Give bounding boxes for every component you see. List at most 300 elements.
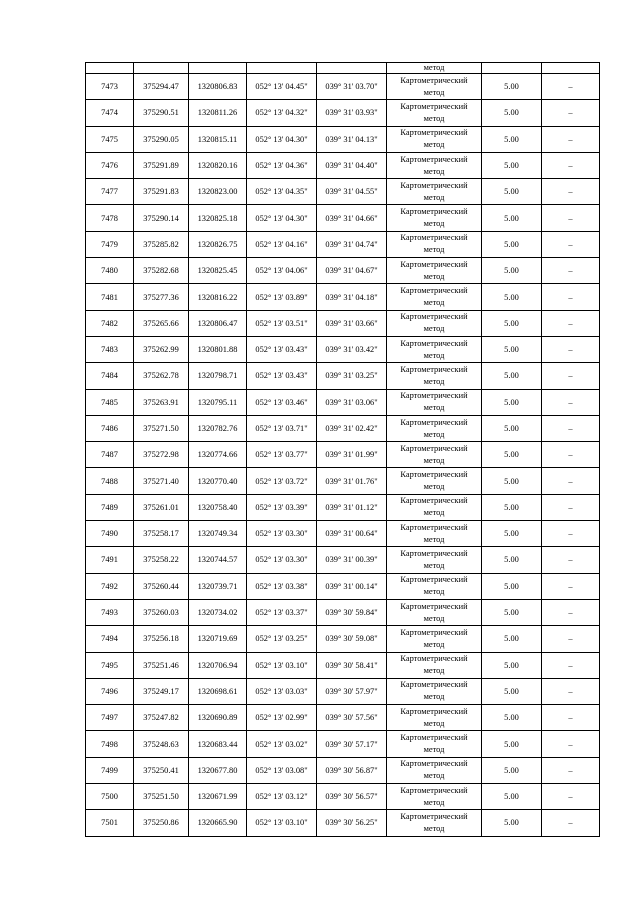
note-cell: –: [542, 494, 600, 520]
x-coordinate-cell: 375285.82: [134, 231, 189, 257]
coordinates-table-body: [86, 63, 600, 837]
table-row: [86, 205, 600, 231]
precision-cell: 5.00: [482, 126, 542, 152]
x-coordinate-cell: 375258.17: [134, 521, 189, 547]
latitude-cell: 052° 13' 03.77": [247, 442, 317, 468]
method-line-1: Картометрический: [400, 259, 468, 269]
note-cell: –: [542, 573, 600, 599]
x-coordinate-cell: 375258.22: [134, 547, 189, 573]
latitude-cell: 052° 13' 04.16": [247, 231, 317, 257]
note-cell: –: [542, 126, 600, 152]
x-coordinate-cell: 375260.44: [134, 573, 189, 599]
latitude-cell: 052° 13' 03.03": [247, 678, 317, 704]
note-cell: –: [542, 152, 600, 178]
longitude-cell: 039° 31' 04.55": [317, 179, 387, 205]
point-number-cell: 7498: [86, 731, 134, 757]
y-coordinate-cell: 1320734.02: [189, 599, 247, 625]
y-coordinate-cell: 1320719.69: [189, 626, 247, 652]
point-number-cell: 7492: [86, 573, 134, 599]
method-line-1: Картометрический: [400, 207, 468, 217]
point-number-cell: 7489: [86, 494, 134, 520]
precision-cell: 5.00: [482, 442, 542, 468]
longitude-cell: 039° 31' 03.06": [317, 389, 387, 415]
continuation-cell: [247, 63, 317, 74]
continuation-cell: [317, 63, 387, 74]
y-coordinate-cell: 1320815.11: [189, 126, 247, 152]
y-coordinate-cell: 1320671.99: [189, 784, 247, 810]
method-line-2: метод: [423, 140, 445, 150]
x-coordinate-cell: 375290.14: [134, 205, 189, 231]
table-row: [86, 599, 600, 625]
longitude-cell: 039° 31' 04.66": [317, 205, 387, 231]
latitude-cell: 052° 13' 04.35": [247, 179, 317, 205]
longitude-cell: 039° 31' 01.99": [317, 442, 387, 468]
x-coordinate-cell: 375251.50: [134, 784, 189, 810]
precision-cell: 5.00: [482, 494, 542, 520]
point-number-cell: 7488: [86, 468, 134, 494]
table-row: [86, 336, 600, 362]
method-line-2: метод: [423, 455, 445, 465]
latitude-cell: 052° 13' 04.06": [247, 258, 317, 284]
method-cell: [387, 415, 482, 441]
method-line-1: Картометрический: [400, 785, 468, 795]
y-coordinate-cell: 1320774.66: [189, 442, 247, 468]
precision-cell: 5.00: [482, 810, 542, 836]
method-line-2: метод: [423, 324, 445, 334]
table-row: [86, 468, 600, 494]
method-cell: [387, 468, 482, 494]
longitude-cell: 039° 31' 01.76": [317, 468, 387, 494]
longitude-cell: 039° 31' 02.42": [317, 415, 387, 441]
continuation-cell: [86, 63, 134, 74]
method-line-2: метод: [423, 245, 445, 255]
y-coordinate-cell: 1320798.71: [189, 363, 247, 389]
y-coordinate-cell: 1320706.94: [189, 652, 247, 678]
note-cell: –: [542, 284, 600, 310]
longitude-cell: 039° 31' 03.42": [317, 336, 387, 362]
table-row: [86, 731, 600, 757]
method-line-1: Картометрический: [400, 575, 468, 585]
latitude-cell: 052° 13' 03.12": [247, 784, 317, 810]
point-number-cell: 7483: [86, 336, 134, 362]
x-coordinate-cell: 375291.83: [134, 179, 189, 205]
method-line-1: Картометрический: [400, 75, 468, 85]
latitude-cell: 052° 13' 03.25": [247, 626, 317, 652]
x-coordinate-cell: 375291.89: [134, 152, 189, 178]
precision-cell: 5.00: [482, 310, 542, 336]
x-coordinate-cell: 375277.36: [134, 284, 189, 310]
method-cell: [387, 284, 482, 310]
longitude-cell: 039° 30' 56.25": [317, 810, 387, 836]
point-number-cell: 7497: [86, 705, 134, 731]
table-row: [86, 442, 600, 468]
note-cell: –: [542, 468, 600, 494]
note-cell: –: [542, 74, 600, 100]
precision-cell: 5.00: [482, 389, 542, 415]
y-coordinate-cell: 1320665.90: [189, 810, 247, 836]
precision-cell: 5.00: [482, 205, 542, 231]
note-cell: –: [542, 336, 600, 362]
method-line-2: метод: [423, 376, 445, 386]
note-cell: –: [542, 626, 600, 652]
longitude-cell: 039° 31' 03.66": [317, 310, 387, 336]
x-coordinate-cell: 375282.68: [134, 258, 189, 284]
note-cell: –: [542, 652, 600, 678]
point-number-cell: 7473: [86, 74, 134, 100]
point-number-cell: 7484: [86, 363, 134, 389]
table-row: [86, 705, 600, 731]
table-row: [86, 231, 600, 257]
method-line-2: метод: [423, 560, 445, 570]
point-number-cell: 7480: [86, 258, 134, 284]
y-coordinate-cell: 1320683.44: [189, 731, 247, 757]
method-line-2: метод: [423, 666, 445, 676]
method-line-1: Картометрический: [400, 496, 468, 506]
point-number-cell: 7494: [86, 626, 134, 652]
method-cell: [387, 74, 482, 100]
method-cell: [387, 363, 482, 389]
point-number-cell: 7486: [86, 415, 134, 441]
point-number-cell: 7493: [86, 599, 134, 625]
x-coordinate-cell: 375249.17: [134, 678, 189, 704]
note-cell: –: [542, 757, 600, 783]
precision-cell: 5.00: [482, 757, 542, 783]
method-line-1: Картометрический: [400, 759, 468, 769]
x-coordinate-cell: 375262.99: [134, 336, 189, 362]
method-line-2: метод: [423, 534, 445, 544]
method-line-2: метод: [423, 429, 445, 439]
table-row: [86, 415, 600, 441]
y-coordinate-cell: 1320749.34: [189, 521, 247, 547]
precision-cell: 5.00: [482, 652, 542, 678]
point-number-cell: 7491: [86, 547, 134, 573]
x-coordinate-cell: 375263.91: [134, 389, 189, 415]
precision-cell: 5.00: [482, 547, 542, 573]
method-line-1: Картометрический: [400, 101, 468, 111]
continuation-cell: [542, 63, 600, 74]
y-coordinate-cell: 1320820.16: [189, 152, 247, 178]
precision-cell: 5.00: [482, 784, 542, 810]
y-coordinate-cell: 1320826.75: [189, 231, 247, 257]
latitude-cell: 052° 13' 04.30": [247, 205, 317, 231]
longitude-cell: 039° 31' 00.39": [317, 547, 387, 573]
method-line-1: Картометрический: [400, 654, 468, 664]
note-cell: –: [542, 442, 600, 468]
method-cell: [387, 179, 482, 205]
method-cell: [387, 705, 482, 731]
latitude-cell: 052° 13' 04.36": [247, 152, 317, 178]
y-coordinate-cell: 1320811.26: [189, 100, 247, 126]
latitude-cell: 052° 13' 04.30": [247, 126, 317, 152]
latitude-cell: 052° 13' 04.45": [247, 74, 317, 100]
table-row: [86, 389, 600, 415]
x-coordinate-cell: 375271.40: [134, 468, 189, 494]
table-row: [86, 100, 600, 126]
method-line-2: метод: [423, 298, 445, 308]
x-coordinate-cell: 375290.05: [134, 126, 189, 152]
note-cell: –: [542, 231, 600, 257]
method-line-1: Картометрический: [400, 443, 468, 453]
table-row: [86, 310, 600, 336]
latitude-cell: 052° 13' 03.39": [247, 494, 317, 520]
y-coordinate-cell: 1320816.22: [189, 284, 247, 310]
method-line-2: метод: [423, 587, 445, 597]
method-line-1: Картометрический: [400, 601, 468, 611]
table-row: [86, 494, 600, 520]
longitude-cell: 039° 30' 56.57": [317, 784, 387, 810]
x-coordinate-cell: 375247.82: [134, 705, 189, 731]
table-row: [86, 521, 600, 547]
method-line-2: метод: [423, 166, 445, 176]
longitude-cell: 039° 31' 04.13": [317, 126, 387, 152]
method-cell: [387, 100, 482, 126]
method-line-2: метод: [423, 403, 445, 413]
method-cell: [387, 810, 482, 836]
precision-cell: 5.00: [482, 705, 542, 731]
precision-cell: 5.00: [482, 179, 542, 205]
point-number-cell: 7474: [86, 100, 134, 126]
method-cell: [387, 442, 482, 468]
method-cell: [387, 205, 482, 231]
method-cell: [387, 784, 482, 810]
precision-cell: 5.00: [482, 74, 542, 100]
table-row: [86, 179, 600, 205]
table-row: [86, 152, 600, 178]
longitude-cell: 039° 31' 04.74": [317, 231, 387, 257]
note-cell: –: [542, 100, 600, 126]
method-line-1: Картометрический: [400, 180, 468, 190]
method-cell: [387, 731, 482, 757]
x-coordinate-cell: 375261.01: [134, 494, 189, 520]
precision-cell: 5.00: [482, 599, 542, 625]
method-line-2: метод: [423, 718, 445, 728]
precision-cell: 5.00: [482, 626, 542, 652]
note-cell: –: [542, 547, 600, 573]
continuation-row: [86, 63, 600, 74]
longitude-cell: 039° 31' 04.67": [317, 258, 387, 284]
longitude-cell: 039° 30' 57.56": [317, 705, 387, 731]
longitude-cell: 039° 30' 57.97": [317, 678, 387, 704]
method-line-1: Картометрический: [400, 286, 468, 296]
latitude-cell: 052° 13' 03.43": [247, 363, 317, 389]
x-coordinate-cell: 375260.03: [134, 599, 189, 625]
method-cell: [387, 757, 482, 783]
x-coordinate-cell: 375265.66: [134, 310, 189, 336]
method-cell: [387, 126, 482, 152]
latitude-cell: 052° 13' 03.10": [247, 652, 317, 678]
note-cell: –: [542, 599, 600, 625]
method-line-1: Картометрический: [400, 391, 468, 401]
longitude-cell: 039° 30' 59.84": [317, 599, 387, 625]
precision-cell: 5.00: [482, 284, 542, 310]
method-line-1: Картометрический: [400, 733, 468, 743]
table-row: [86, 284, 600, 310]
latitude-cell: 052° 13' 03.10": [247, 810, 317, 836]
point-number-cell: 7496: [86, 678, 134, 704]
method-line-2: метод: [423, 271, 445, 281]
x-coordinate-cell: 375290.51: [134, 100, 189, 126]
method-line-2: метод: [423, 113, 445, 123]
method-cell: [387, 599, 482, 625]
note-cell: –: [542, 363, 600, 389]
method-cell: [387, 626, 482, 652]
x-coordinate-cell: 375271.50: [134, 415, 189, 441]
point-number-cell: 7476: [86, 152, 134, 178]
y-coordinate-cell: 1320806.47: [189, 310, 247, 336]
precision-cell: 5.00: [482, 258, 542, 284]
method-line-1: Картометрический: [400, 128, 468, 138]
point-number-cell: 7495: [86, 652, 134, 678]
table-row: [86, 258, 600, 284]
y-coordinate-cell: 1320677.80: [189, 757, 247, 783]
note-cell: –: [542, 731, 600, 757]
precision-cell: 5.00: [482, 152, 542, 178]
note-cell: –: [542, 810, 600, 836]
method-line-1: Картометрический: [400, 312, 468, 322]
y-coordinate-cell: 1320690.89: [189, 705, 247, 731]
longitude-cell: 039° 30' 58.41": [317, 652, 387, 678]
table-row: [86, 757, 600, 783]
method-line-2: метод: [423, 692, 445, 702]
method-line-2: метод: [423, 613, 445, 623]
point-number-cell: 7477: [86, 179, 134, 205]
method-cell: [387, 336, 482, 362]
point-number-cell: 7501: [86, 810, 134, 836]
y-coordinate-cell: 1320795.11: [189, 389, 247, 415]
precision-cell: 5.00: [482, 573, 542, 599]
x-coordinate-cell: 375262.78: [134, 363, 189, 389]
note-cell: –: [542, 310, 600, 336]
latitude-cell: 052° 13' 03.30": [247, 547, 317, 573]
method-cell: [387, 678, 482, 704]
method-line-2: метод: [423, 745, 445, 755]
y-coordinate-cell: 1320825.18: [189, 205, 247, 231]
precision-cell: 5.00: [482, 100, 542, 126]
longitude-cell: 039° 31' 01.12": [317, 494, 387, 520]
x-coordinate-cell: 375250.41: [134, 757, 189, 783]
continuation-cell: [134, 63, 189, 74]
method-line-1: Картометрический: [400, 548, 468, 558]
method-line-1: Картометрический: [400, 627, 468, 637]
note-cell: –: [542, 784, 600, 810]
note-cell: –: [542, 521, 600, 547]
method-line-1: Картометрический: [400, 811, 468, 821]
table-row: [86, 626, 600, 652]
continuation-cell: [189, 63, 247, 74]
y-coordinate-cell: 1320782.76: [189, 415, 247, 441]
latitude-cell: 052° 13' 03.43": [247, 336, 317, 362]
latitude-cell: 052° 13' 03.30": [247, 521, 317, 547]
longitude-cell: 039° 31' 04.40": [317, 152, 387, 178]
point-number-cell: 7475: [86, 126, 134, 152]
x-coordinate-cell: 375250.86: [134, 810, 189, 836]
table-row: [86, 547, 600, 573]
x-coordinate-cell: 375294.47: [134, 74, 189, 100]
y-coordinate-cell: 1320758.40: [189, 494, 247, 520]
method-line-1: Картометрический: [400, 364, 468, 374]
precision-cell: 5.00: [482, 415, 542, 441]
precision-cell: 5.00: [482, 363, 542, 389]
table-row: [86, 74, 600, 100]
method-line-1: Картометрический: [400, 154, 468, 164]
method-line-2: метод: [423, 219, 445, 229]
latitude-cell: 052° 13' 03.02": [247, 731, 317, 757]
method-line-1: Картометрический: [400, 338, 468, 348]
note-cell: –: [542, 705, 600, 731]
y-coordinate-cell: 1320698.61: [189, 678, 247, 704]
point-number-cell: 7478: [86, 205, 134, 231]
latitude-cell: 052° 13' 03.46": [247, 389, 317, 415]
point-number-cell: 7499: [86, 757, 134, 783]
method-line-2: метод: [423, 797, 445, 807]
precision-cell: 5.00: [482, 336, 542, 362]
longitude-cell: 039° 31' 00.64": [317, 521, 387, 547]
note-cell: –: [542, 678, 600, 704]
method-line-1: Картометрический: [400, 706, 468, 716]
coordinates-table: [85, 62, 600, 837]
table-row: [86, 652, 600, 678]
method-cell: [387, 389, 482, 415]
method-cell: [387, 258, 482, 284]
x-coordinate-cell: 375248.63: [134, 731, 189, 757]
y-coordinate-cell: 1320825.45: [189, 258, 247, 284]
precision-cell: 5.00: [482, 521, 542, 547]
method-line-2: метод: [423, 350, 445, 360]
method-line-2: метод: [423, 823, 445, 833]
method-cell: [387, 547, 482, 573]
table-row: [86, 678, 600, 704]
table-row: [86, 126, 600, 152]
method-line-1: Картометрический: [400, 233, 468, 243]
point-number-cell: 7485: [86, 389, 134, 415]
table-row: [86, 573, 600, 599]
y-coordinate-cell: 1320801.88: [189, 336, 247, 362]
y-coordinate-cell: 1320806.83: [189, 74, 247, 100]
method-line-2: метод: [423, 639, 445, 649]
continuation-method-cell: метод: [387, 63, 482, 74]
x-coordinate-cell: 375251.46: [134, 652, 189, 678]
precision-cell: 5.00: [482, 678, 542, 704]
method-cell: [387, 652, 482, 678]
x-coordinate-cell: 375272.98: [134, 442, 189, 468]
precision-cell: 5.00: [482, 231, 542, 257]
method-cell: [387, 152, 482, 178]
latitude-cell: 052° 13' 03.71": [247, 415, 317, 441]
method-line-2: метод: [423, 192, 445, 202]
latitude-cell: 052° 13' 03.51": [247, 310, 317, 336]
longitude-cell: 039° 31' 03.93": [317, 100, 387, 126]
method-line-2: метод: [423, 771, 445, 781]
method-cell: [387, 573, 482, 599]
method-line-1: Картометрический: [400, 522, 468, 532]
point-number-cell: 7481: [86, 284, 134, 310]
precision-cell: 5.00: [482, 468, 542, 494]
continuation-cell: [482, 63, 542, 74]
point-number-cell: 7500: [86, 784, 134, 810]
longitude-cell: 039° 31' 03.70": [317, 74, 387, 100]
precision-cell: 5.00: [482, 731, 542, 757]
longitude-cell: 039° 30' 56.87": [317, 757, 387, 783]
x-coordinate-cell: 375256.18: [134, 626, 189, 652]
method-cell: [387, 521, 482, 547]
method-line-1: Картометрический: [400, 470, 468, 480]
latitude-cell: 052° 13' 03.72": [247, 468, 317, 494]
longitude-cell: 039° 31' 00.14": [317, 573, 387, 599]
latitude-cell: 052° 13' 03.38": [247, 573, 317, 599]
method-cell: [387, 231, 482, 257]
method-line-1: Картометрический: [400, 417, 468, 427]
method-line-2: метод: [423, 87, 445, 97]
